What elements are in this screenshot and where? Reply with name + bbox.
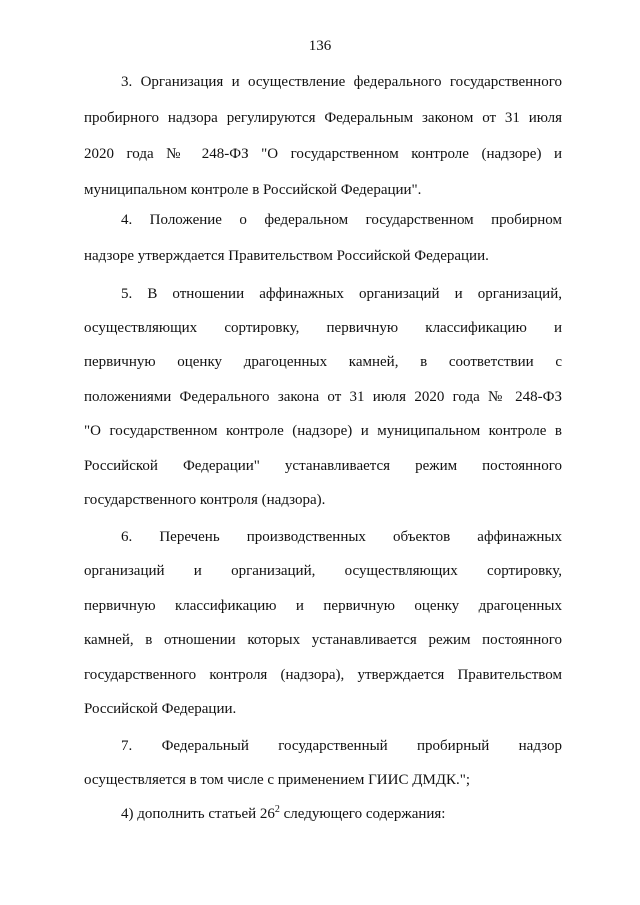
text-line: 5. В отношении аффинажных организаций и организаций, bbox=[121, 286, 562, 302]
text-line: первичную классификацию и первичную оценку драгоценных bbox=[84, 598, 562, 614]
text-line: осуществляющих сортировку, первичную классификацию и bbox=[84, 320, 562, 336]
text-line: надзоре утверждается Правительством Российской Федерации. bbox=[84, 248, 489, 264]
text-line: государственного контроля (надзора). bbox=[84, 492, 326, 508]
text-line: 3. Организация и осуществление федерального государственного bbox=[121, 74, 562, 90]
text-line: "О государственном контроле (надзоре) и муниципальном контроле в bbox=[84, 423, 562, 439]
text-line: муниципальном контроле в Российской Федерации". bbox=[84, 182, 422, 198]
amendment-text-start: 4) дополнить статьей 26 bbox=[121, 806, 275, 822]
text-line: организаций и организаций, осуществляющих сортировку, bbox=[84, 563, 562, 579]
text-line: Российской Федерации" устанавливается режим постоянного bbox=[84, 458, 562, 474]
text-line: 6. Перечень производственных объектов аффинажных bbox=[121, 529, 562, 545]
text-line-amendment bbox=[121, 804, 562, 824]
text-line: пробирного надзора регулируются Федеральным законом от 31 июля bbox=[84, 110, 562, 126]
text-line: положениями Федерального закона от 31 июля 2020 года № 248-ФЗ bbox=[84, 389, 562, 405]
amendment-text-end: следующего содержания: bbox=[279, 806, 446, 822]
text-line: первичную оценку драгоценных камней, в соответствии с bbox=[84, 354, 562, 370]
text-line: 2020 года № 248-ФЗ "О государственном контроле (надзоре) и bbox=[84, 146, 562, 162]
page-number: 136 bbox=[308, 38, 332, 54]
text-line: государственного контроля (надзора), утверждается Правительством bbox=[84, 667, 562, 683]
text-line: осуществляется в том числе с применением ГИИС ДМДК."; bbox=[84, 772, 471, 788]
text-line: камней, в отношении которых устанавливается режим постоянного bbox=[84, 632, 562, 648]
text-line: 7. Федеральный государственный пробирный надзор bbox=[121, 738, 562, 754]
text-line: Российской Федерации. bbox=[84, 701, 237, 717]
article-superscript: 2 bbox=[274, 804, 280, 815]
text-line: 4. Положение о федеральном государственном пробирном bbox=[121, 212, 562, 228]
